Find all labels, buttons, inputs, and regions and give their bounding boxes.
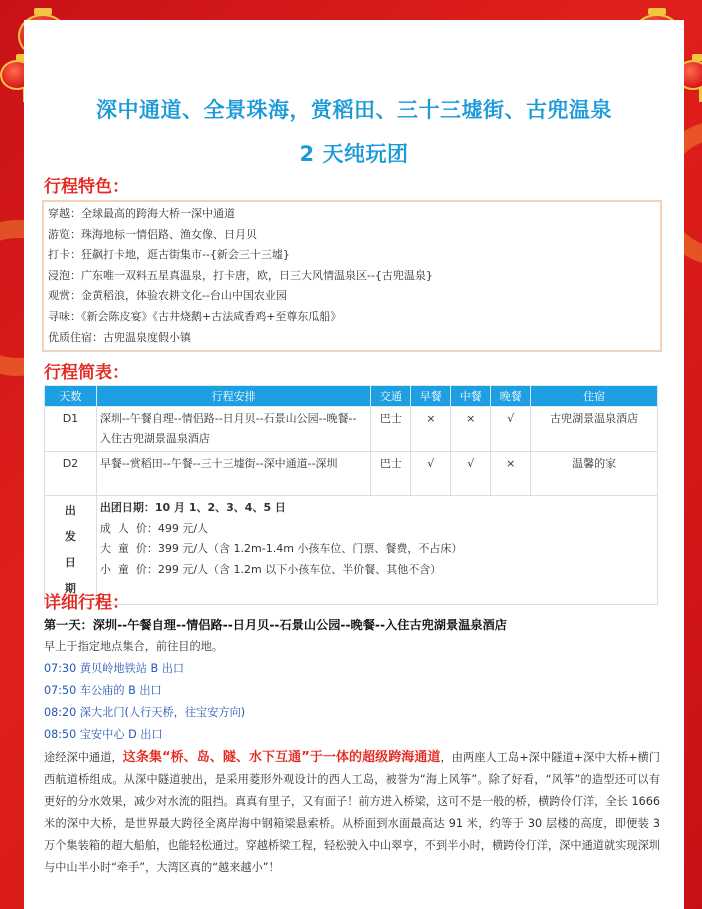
detail-paragraph bbox=[44, 747, 660, 879]
pickup-stop: 08:50 宝安中心 D 出口 bbox=[44, 728, 163, 741]
cell-plan: 早餐--赏稻田--午餐--三十三墟街--深中通道--深圳 bbox=[96, 452, 371, 496]
price-child-small: 小 童 价：299 元/人（含 1.2m 以下小孩车位、半价餐、其他不含） bbox=[99, 562, 442, 576]
dates-side-char: 日 bbox=[64, 556, 76, 569]
dates-side-char: 出 bbox=[64, 504, 76, 517]
dates-cell bbox=[96, 496, 657, 605]
col-header: 中餐 bbox=[451, 386, 491, 407]
para-highlight: 这条集“桥、岛、隧、水下互通”于一体的超级跨海通道 bbox=[122, 750, 441, 765]
price-child-big: 大 童 价：399 元/人（含 1.2m-1.4m 小孩车位、门票、餐费，不占床） bbox=[99, 542, 463, 555]
cell-day: D2 bbox=[45, 452, 97, 496]
col-header: 天数 bbox=[45, 386, 97, 407]
pickup-stop: 08:20 深大北门(人行天桥，往宝安方向) bbox=[44, 706, 246, 719]
cell-day: D1 bbox=[45, 407, 97, 452]
col-header: 住宿 bbox=[531, 386, 658, 407]
page-sheet bbox=[24, 20, 684, 909]
dates-side-char: 发 bbox=[64, 530, 76, 543]
table-row bbox=[45, 452, 658, 496]
cell-lunch: √ bbox=[451, 452, 491, 496]
cell-plan: 深圳--午餐自理--情侣路--日月贝--石景山公园--晚餐--入住古兜湖景温泉酒店 bbox=[96, 407, 371, 452]
gather-note: 早上于指定地点集合，前往目的地。 bbox=[44, 640, 224, 653]
para-body: ，由两座人工岛+深中隧道+深中大桥+横门西航道桥组成。从深中隧道驶出，是采用菱形外观设计的西人工岛，被誉为“海上风筝”。除了好看，“风筝”的造型还可以有更好的分水效果，减少对水流的阻挡。真真有里子，又有面子！前方进入桥梁，这可不是一般的桥，横跨伶仃洋，全长 1666 米的深中大桥，是世界最大跨径全离岸海中钢箱梁悬索桥。从桥面到水面最高达 91 米，约等于 30 层楼的高度，即便装 3 万个集装箱的超大船舶，也能轻松通过。穿越桥梁工程，轻松驶入中山翠亨，不到半小时，横跨伶仃洋，深中通道就实现深圳与中山半小时“牵手”，大湾区真的“越来越小”！ bbox=[44, 751, 660, 874]
page-title-line1: 深中通道、全景珠海，赏稻田、三十三墟街、古兜温泉 bbox=[96, 98, 612, 122]
itinerary-table bbox=[44, 385, 658, 605]
cell-stay: 古兜湖景温泉酒店 bbox=[531, 407, 658, 452]
col-header: 晚餐 bbox=[491, 386, 531, 407]
feature-item: 打卡：狂飙打卡地，逛古街集市--{新会三十三墟} bbox=[48, 248, 290, 262]
feature-item: 优质住宿：古兜温泉度假小镇 bbox=[48, 330, 191, 344]
cell-lunch: × bbox=[451, 407, 491, 452]
col-header: 行程安排 bbox=[96, 386, 371, 407]
page-title-line2: 2 天纯玩团 bbox=[299, 142, 409, 166]
cell-dinner: √ bbox=[491, 407, 531, 452]
cell-stay: 温馨的家 bbox=[531, 452, 658, 496]
feature-item: 穿越：全球最高的跨海大桥一深中通道 bbox=[48, 207, 235, 220]
cell-breakfast: √ bbox=[411, 452, 451, 496]
detail-heading: 详细行程： bbox=[44, 593, 129, 613]
summary-heading: 行程简表： bbox=[44, 363, 129, 383]
table-row-dates bbox=[45, 496, 658, 605]
feature-item: 游览：珠海地标一情侣路、渔女像、日月贝 bbox=[48, 227, 257, 241]
features-box bbox=[42, 200, 662, 352]
cell-dinner: × bbox=[491, 452, 531, 496]
feature-item: 浸泡：广东唯一双料五星真温泉，打卡唐，欧，日三大风情温泉区--{古兜温泉} bbox=[48, 268, 433, 282]
table-row bbox=[45, 407, 658, 452]
dates-side-char: 期 bbox=[64, 582, 76, 595]
col-header: 交通 bbox=[371, 386, 411, 407]
pickup-stop: 07:50 车公庙的 B 出口 bbox=[44, 684, 162, 697]
price-adult: 成 人 价：499 元/人 bbox=[99, 521, 209, 535]
feature-item: 寻味：《新会陈皮宴》《古井烧鹅+古法咸香鸡+至尊东瓜船》 bbox=[48, 309, 342, 323]
cell-transport: 巴士 bbox=[371, 407, 411, 452]
cell-transport: 巴士 bbox=[371, 452, 411, 496]
table-header-row bbox=[45, 386, 658, 407]
para-intro: 途经深中通道， bbox=[44, 751, 123, 764]
col-header: 早餐 bbox=[411, 386, 451, 407]
pickup-stop: 07:30 黄贝岭地铁站 B 出口 bbox=[44, 662, 185, 675]
features-heading: 行程特色： bbox=[44, 177, 129, 197]
cell-breakfast: × bbox=[411, 407, 451, 452]
detail-section bbox=[44, 614, 660, 879]
dates-title: 出团日期：10 月 1、2、3、4、5 日 bbox=[99, 501, 286, 514]
day1-title: 第一天：深圳--午餐自理--情侣路--日月贝--石景山公园--晚餐--入住古兜湖景温泉酒店 bbox=[44, 618, 507, 632]
feature-item: 观赏：金黄稻浪，体验农耕文化--台山中国农业园 bbox=[48, 289, 287, 303]
